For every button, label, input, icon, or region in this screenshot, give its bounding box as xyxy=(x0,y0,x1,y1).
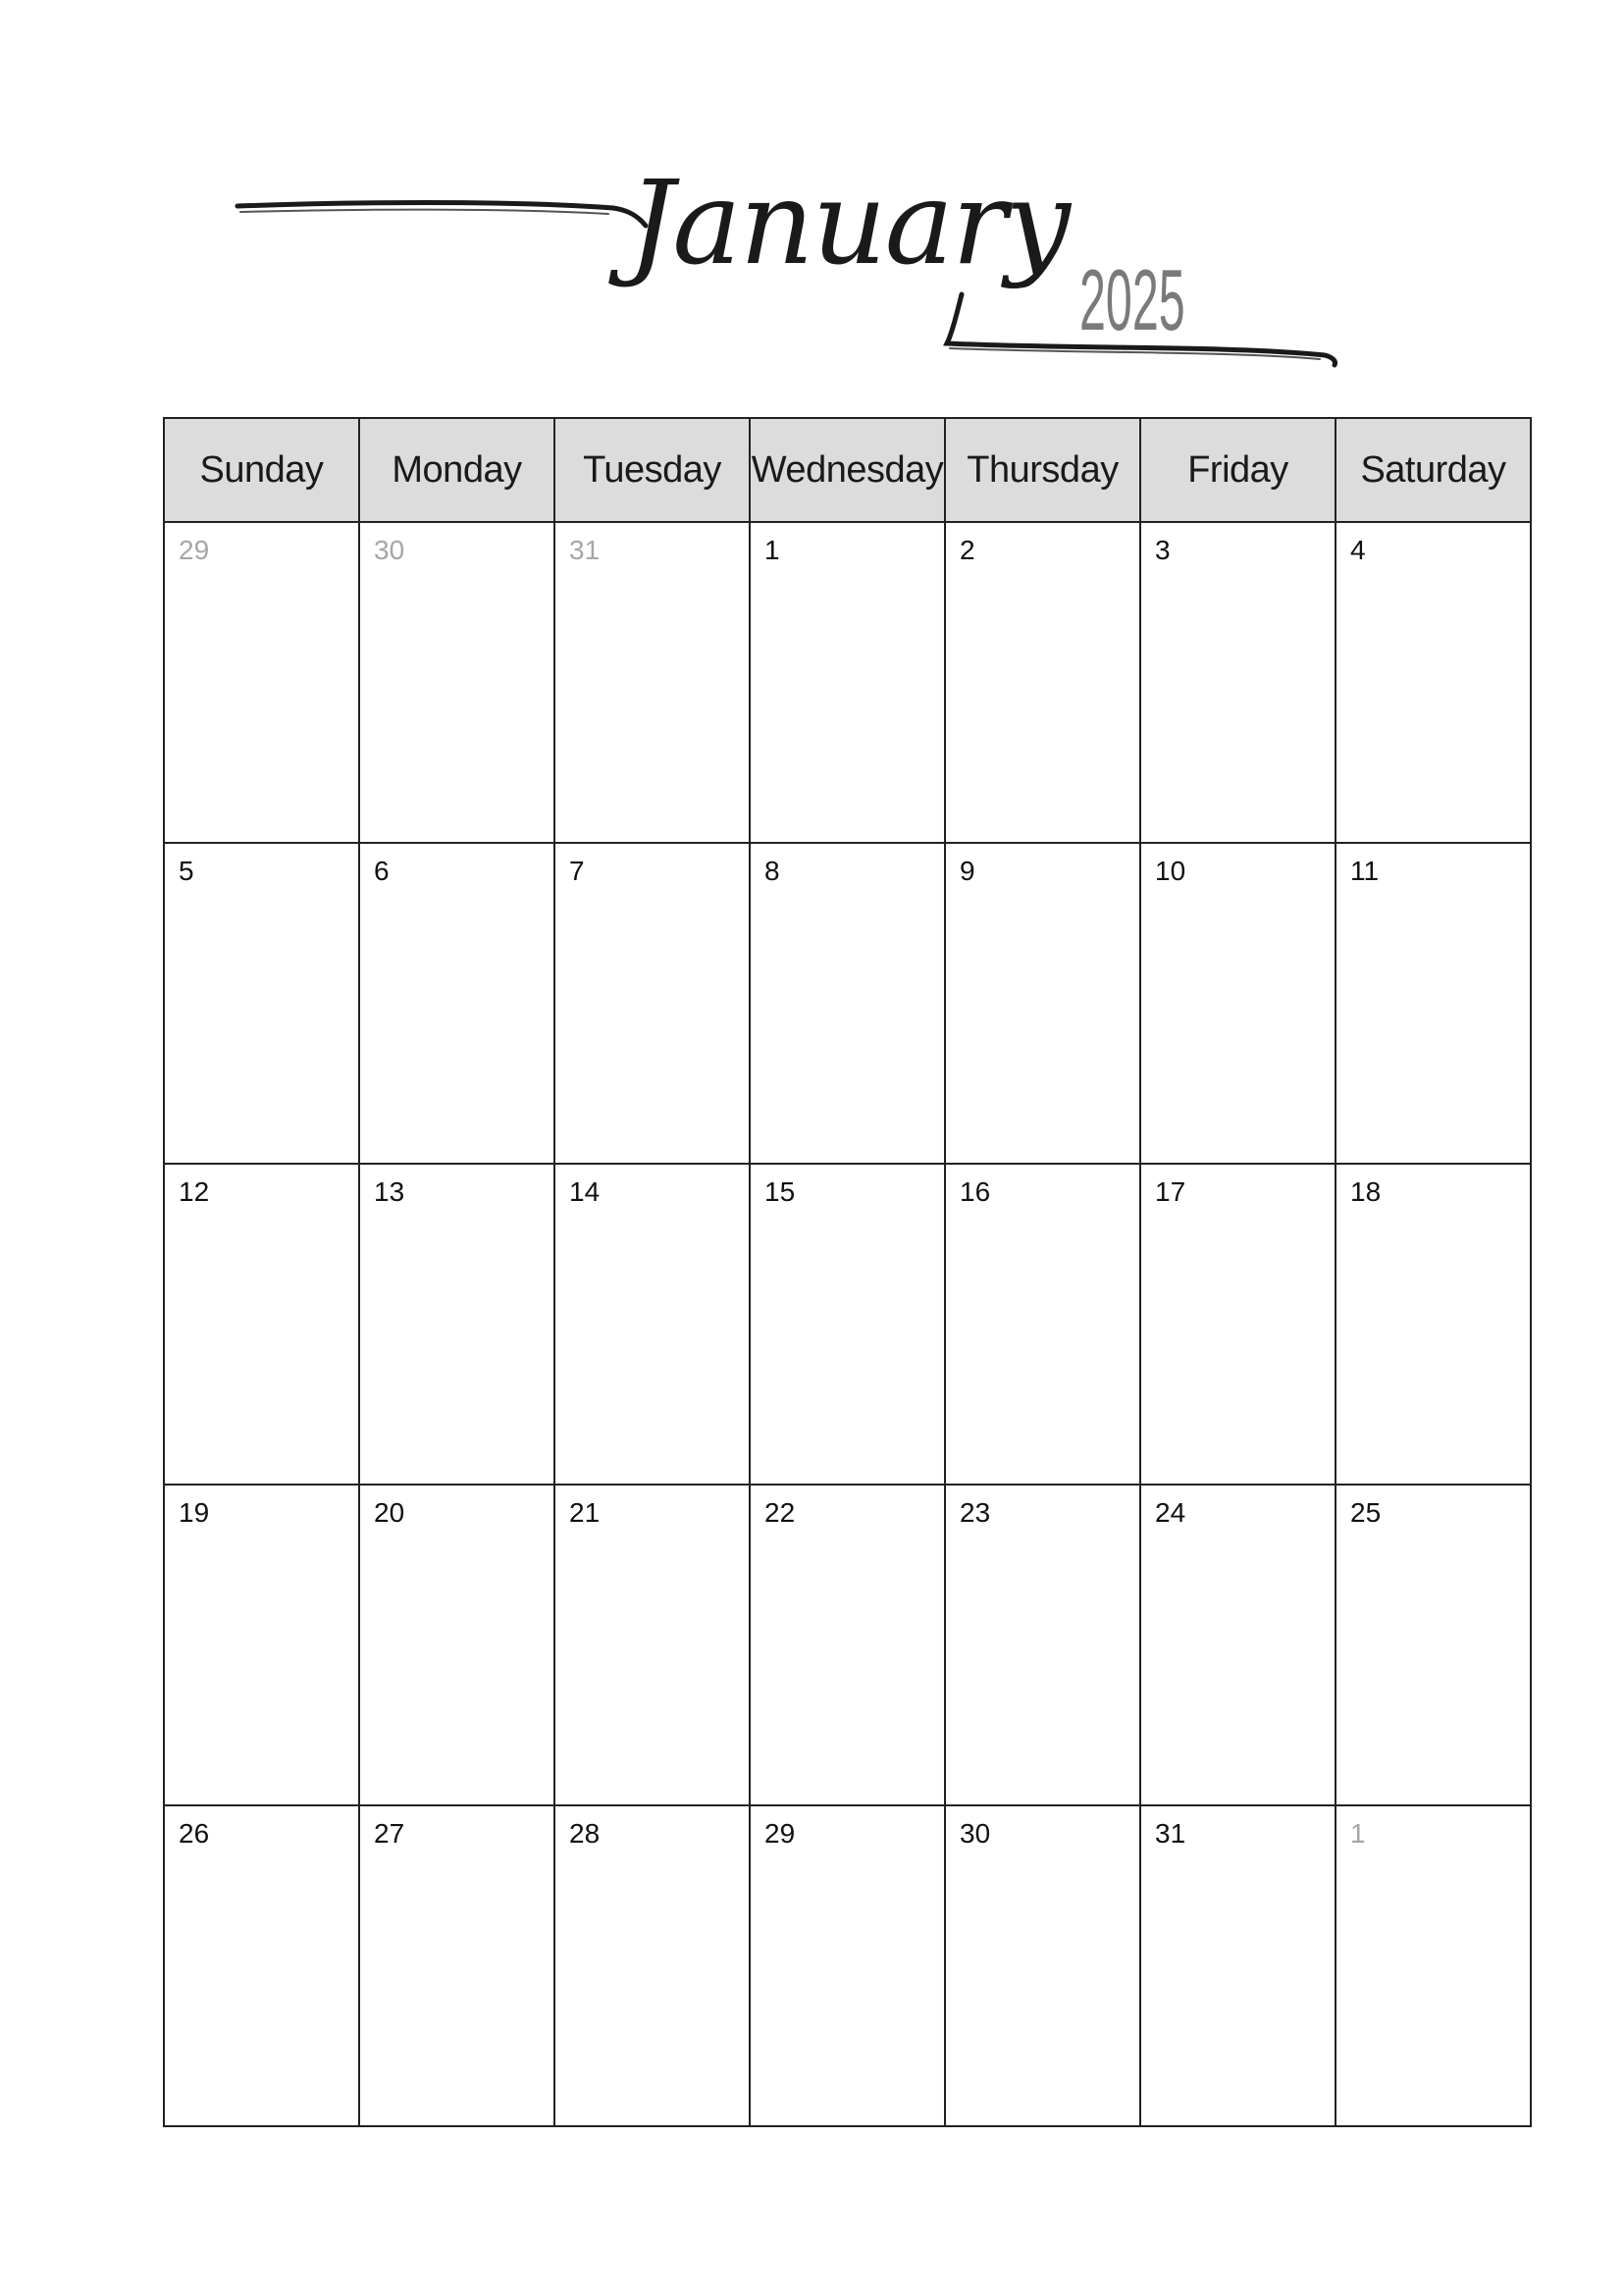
weekday-header-wednesday: Wednesday xyxy=(750,418,945,522)
day-number: 13 xyxy=(374,1176,405,1207)
day-number: 7 xyxy=(569,856,585,886)
day-cell[interactable] xyxy=(554,522,750,843)
day-cell[interactable] xyxy=(359,522,554,843)
day-number: 18 xyxy=(1350,1176,1382,1207)
day-cell[interactable] xyxy=(945,1805,1140,2126)
day-number: 2 xyxy=(960,535,975,565)
day-cell[interactable] xyxy=(1140,1805,1336,2126)
day-cell[interactable] xyxy=(1140,1485,1336,1805)
month-calendar-grid xyxy=(163,417,1532,2127)
month-title: January xyxy=(628,155,1070,290)
day-number: 30 xyxy=(374,535,405,565)
day-cell[interactable] xyxy=(359,1485,554,1805)
day-number: 31 xyxy=(569,535,601,565)
day-cell[interactable] xyxy=(359,843,554,1164)
day-cell[interactable] xyxy=(1140,843,1336,1164)
day-number: 26 xyxy=(179,1818,210,1849)
day-cell[interactable] xyxy=(554,1805,750,2126)
day-number: 24 xyxy=(1155,1497,1186,1528)
day-cell[interactable] xyxy=(945,1485,1140,1805)
day-number: 16 xyxy=(960,1176,991,1207)
day-cell[interactable] xyxy=(359,1164,554,1485)
day-cell[interactable] xyxy=(1336,1485,1531,1805)
weekday-header-saturday: Saturday xyxy=(1336,418,1531,522)
calendar-header xyxy=(0,0,1624,412)
day-cell[interactable] xyxy=(945,1164,1140,1485)
day-cell[interactable] xyxy=(750,522,945,843)
day-number: 22 xyxy=(764,1497,796,1528)
day-cell[interactable] xyxy=(1140,1164,1336,1485)
day-number: 30 xyxy=(960,1818,991,1849)
day-number: 19 xyxy=(179,1497,210,1528)
day-number: 14 xyxy=(569,1176,601,1207)
day-number: 4 xyxy=(1350,535,1366,565)
day-number: 23 xyxy=(960,1497,991,1528)
day-number: 17 xyxy=(1155,1176,1186,1207)
day-number: 9 xyxy=(960,856,975,886)
week-row xyxy=(164,843,1531,1164)
day-number: 11 xyxy=(1350,856,1380,886)
day-cell[interactable] xyxy=(164,522,359,843)
day-cell[interactable] xyxy=(1336,1805,1531,2126)
day-number: 20 xyxy=(374,1497,405,1528)
weekday-header-sunday: Sunday xyxy=(164,418,359,522)
day-cell[interactable] xyxy=(1336,843,1531,1164)
weekday-header-friday: Friday xyxy=(1140,418,1336,522)
day-number: 1 xyxy=(764,535,780,565)
day-number: 8 xyxy=(764,856,780,886)
day-number: 31 xyxy=(1155,1818,1186,1849)
year-label: 2025 xyxy=(1079,251,1185,348)
day-cell[interactable] xyxy=(1140,522,1336,843)
day-number: 29 xyxy=(764,1818,796,1849)
day-number: 3 xyxy=(1155,535,1171,565)
day-cell[interactable] xyxy=(945,522,1140,843)
day-cell[interactable] xyxy=(750,1485,945,1805)
day-cell[interactable] xyxy=(164,843,359,1164)
day-number: 15 xyxy=(764,1176,796,1207)
day-cell[interactable] xyxy=(359,1805,554,2126)
day-cell[interactable] xyxy=(164,1485,359,1805)
day-cell[interactable] xyxy=(1336,1164,1531,1485)
weekday-header-row xyxy=(164,418,1531,522)
day-cell[interactable] xyxy=(164,1805,359,2126)
day-number: 21 xyxy=(569,1497,601,1528)
day-number: 1 xyxy=(1350,1818,1366,1849)
day-number: 29 xyxy=(179,535,210,565)
day-cell[interactable] xyxy=(1336,522,1531,843)
day-cell[interactable] xyxy=(554,1485,750,1805)
day-cell[interactable] xyxy=(750,843,945,1164)
weekday-header-thursday: Thursday xyxy=(945,418,1140,522)
day-cell[interactable] xyxy=(945,843,1140,1164)
day-number: 28 xyxy=(569,1818,601,1849)
week-row xyxy=(164,1485,1531,1805)
day-number: 25 xyxy=(1350,1497,1382,1528)
weekday-header-tuesday: Tuesday xyxy=(554,418,750,522)
day-number: 6 xyxy=(374,856,390,886)
week-row xyxy=(164,522,1531,843)
week-row xyxy=(164,1164,1531,1485)
day-cell[interactable] xyxy=(164,1164,359,1485)
day-cell[interactable] xyxy=(554,1164,750,1485)
day-number: 12 xyxy=(179,1176,210,1207)
day-number: 10 xyxy=(1155,856,1186,886)
day-cell[interactable] xyxy=(750,1805,945,2126)
day-number: 5 xyxy=(179,856,194,886)
week-row xyxy=(164,1805,1531,2126)
day-cell[interactable] xyxy=(554,843,750,1164)
day-number: 27 xyxy=(374,1818,405,1849)
weekday-header-monday: Monday xyxy=(359,418,554,522)
day-cell[interactable] xyxy=(750,1164,945,1485)
